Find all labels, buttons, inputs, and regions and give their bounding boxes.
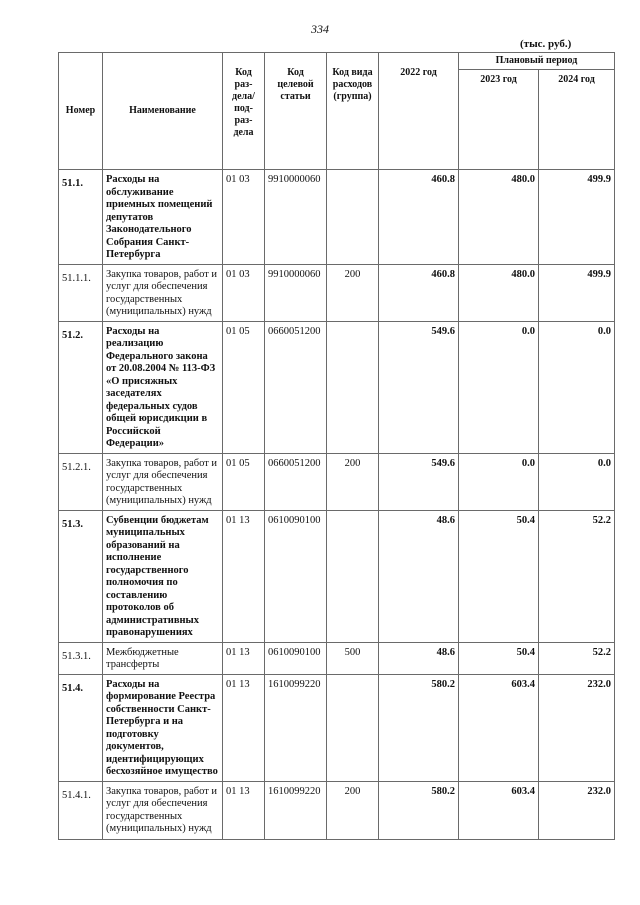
row-value-2023: 603.4 [459,674,539,781]
row-value-2022: 549.6 [379,453,459,510]
header-year-2023: 2023 год [459,70,539,170]
row-number: 51.2.1. [59,453,103,510]
row-value-2024: 0.0 [539,321,615,453]
row-value-2023: 480.0 [459,170,539,265]
row-name: Закупка товаров, работ и услуг для обеспечения государственных (муниципальных) нужд [103,264,223,321]
row-name: Расходы на обслуживание приемных помещений депутатов Законодательного Собрания Санкт-Петербурга [103,170,223,265]
budget-table [58,52,615,840]
page-number: 334 [311,22,329,36]
row-value-2022: 549.6 [379,321,459,453]
row-number: 51.4. [59,674,103,781]
row-name: Субвенции бюджетам муниципальных образований на исполнение государственного полномочия по составлению протоколов об административных правонарушениях [103,510,223,642]
row-expense-code [327,510,379,642]
table-row [59,510,615,642]
row-target-code: 1610099220 [265,674,327,781]
row-value-2024: 232.0 [539,781,615,839]
row-target-code: 9910000060 [265,170,327,265]
row-section-code: 01 13 [223,510,265,642]
header-year-2024: 2024 год [539,70,615,170]
row-section-code: 01 03 [223,170,265,265]
row-number: 51.1.1. [59,264,103,321]
row-expense-code: 500 [327,642,379,674]
row-expense-code: 200 [327,781,379,839]
row-value-2023: 0.0 [459,321,539,453]
row-value-2023: 480.0 [459,264,539,321]
row-value-2022: 460.8 [379,264,459,321]
row-number: 51.3.1. [59,642,103,674]
header-target: Код целевой статьи [265,53,327,170]
row-value-2023: 50.4 [459,510,539,642]
row-section-code: 01 05 [223,453,265,510]
table-row [59,264,615,321]
row-value-2024: 499.9 [539,264,615,321]
row-target-code: 0660051200 [265,453,327,510]
row-value-2022: 580.2 [379,674,459,781]
row-value-2022: 460.8 [379,170,459,265]
row-number: 51.3. [59,510,103,642]
row-value-2022: 580.2 [379,781,459,839]
row-expense-code: 200 [327,264,379,321]
row-name: Расходы на реализацию Федерального закона от 20.08.2004 № 113-ФЗ «О присяжных заседателях федеральных судов общей юрисдикции в Российской Федерации» [103,321,223,453]
row-section-code: 01 05 [223,321,265,453]
row-number: 51.4.1. [59,781,103,839]
row-target-code: 0610090100 [265,510,327,642]
header-number: Номер [59,53,103,170]
row-section-code: 01 13 [223,642,265,674]
row-value-2022: 48.6 [379,510,459,642]
row-value-2024: 499.9 [539,170,615,265]
row-name: Закупка товаров, работ и услуг для обеспечения государственных (муниципальных) нужд [103,781,223,839]
row-target-code: 9910000060 [265,264,327,321]
table-row [59,781,615,839]
header-expense-type: Код вида расходов (группа) [327,53,379,170]
row-value-2023: 603.4 [459,781,539,839]
row-number: 51.1. [59,170,103,265]
row-expense-code [327,321,379,453]
row-section-code: 01 03 [223,264,265,321]
units-label: (тыс. руб.) [520,38,572,50]
row-section-code: 01 13 [223,674,265,781]
row-expense-code: 200 [327,453,379,510]
row-number: 51.2. [59,321,103,453]
table-row [59,170,615,265]
table-row [59,321,615,453]
row-name: Закупка товаров, работ и услуг для обеспечения государственных (муниципальных) нужд [103,453,223,510]
header-section: Код раз-дела/ под-раз-дела [223,53,265,170]
header-year-2022: 2022 год [379,53,459,170]
row-expense-code [327,674,379,781]
row-value-2024: 52.2 [539,510,615,642]
row-value-2023: 0.0 [459,453,539,510]
row-value-2022: 48.6 [379,642,459,674]
table-row [59,453,615,510]
row-target-code: 0610090100 [265,642,327,674]
header-planning-period: Плановый период [459,53,615,70]
table-row [59,674,615,781]
row-value-2024: 232.0 [539,674,615,781]
row-value-2024: 52.2 [539,642,615,674]
row-value-2024: 0.0 [539,453,615,510]
row-name: Расходы на формирование Реестра собственности Санкт-Петербурга и на подготовку документов, идентифицирующих бесхозяйное имущество [103,674,223,781]
row-target-code: 1610099220 [265,781,327,839]
row-value-2023: 50.4 [459,642,539,674]
row-target-code: 0660051200 [265,321,327,453]
row-section-code: 01 13 [223,781,265,839]
row-expense-code [327,170,379,265]
row-name: Межбюджетные трансферты [103,642,223,674]
table-row [59,642,615,674]
header-name: Наименование [103,53,223,170]
